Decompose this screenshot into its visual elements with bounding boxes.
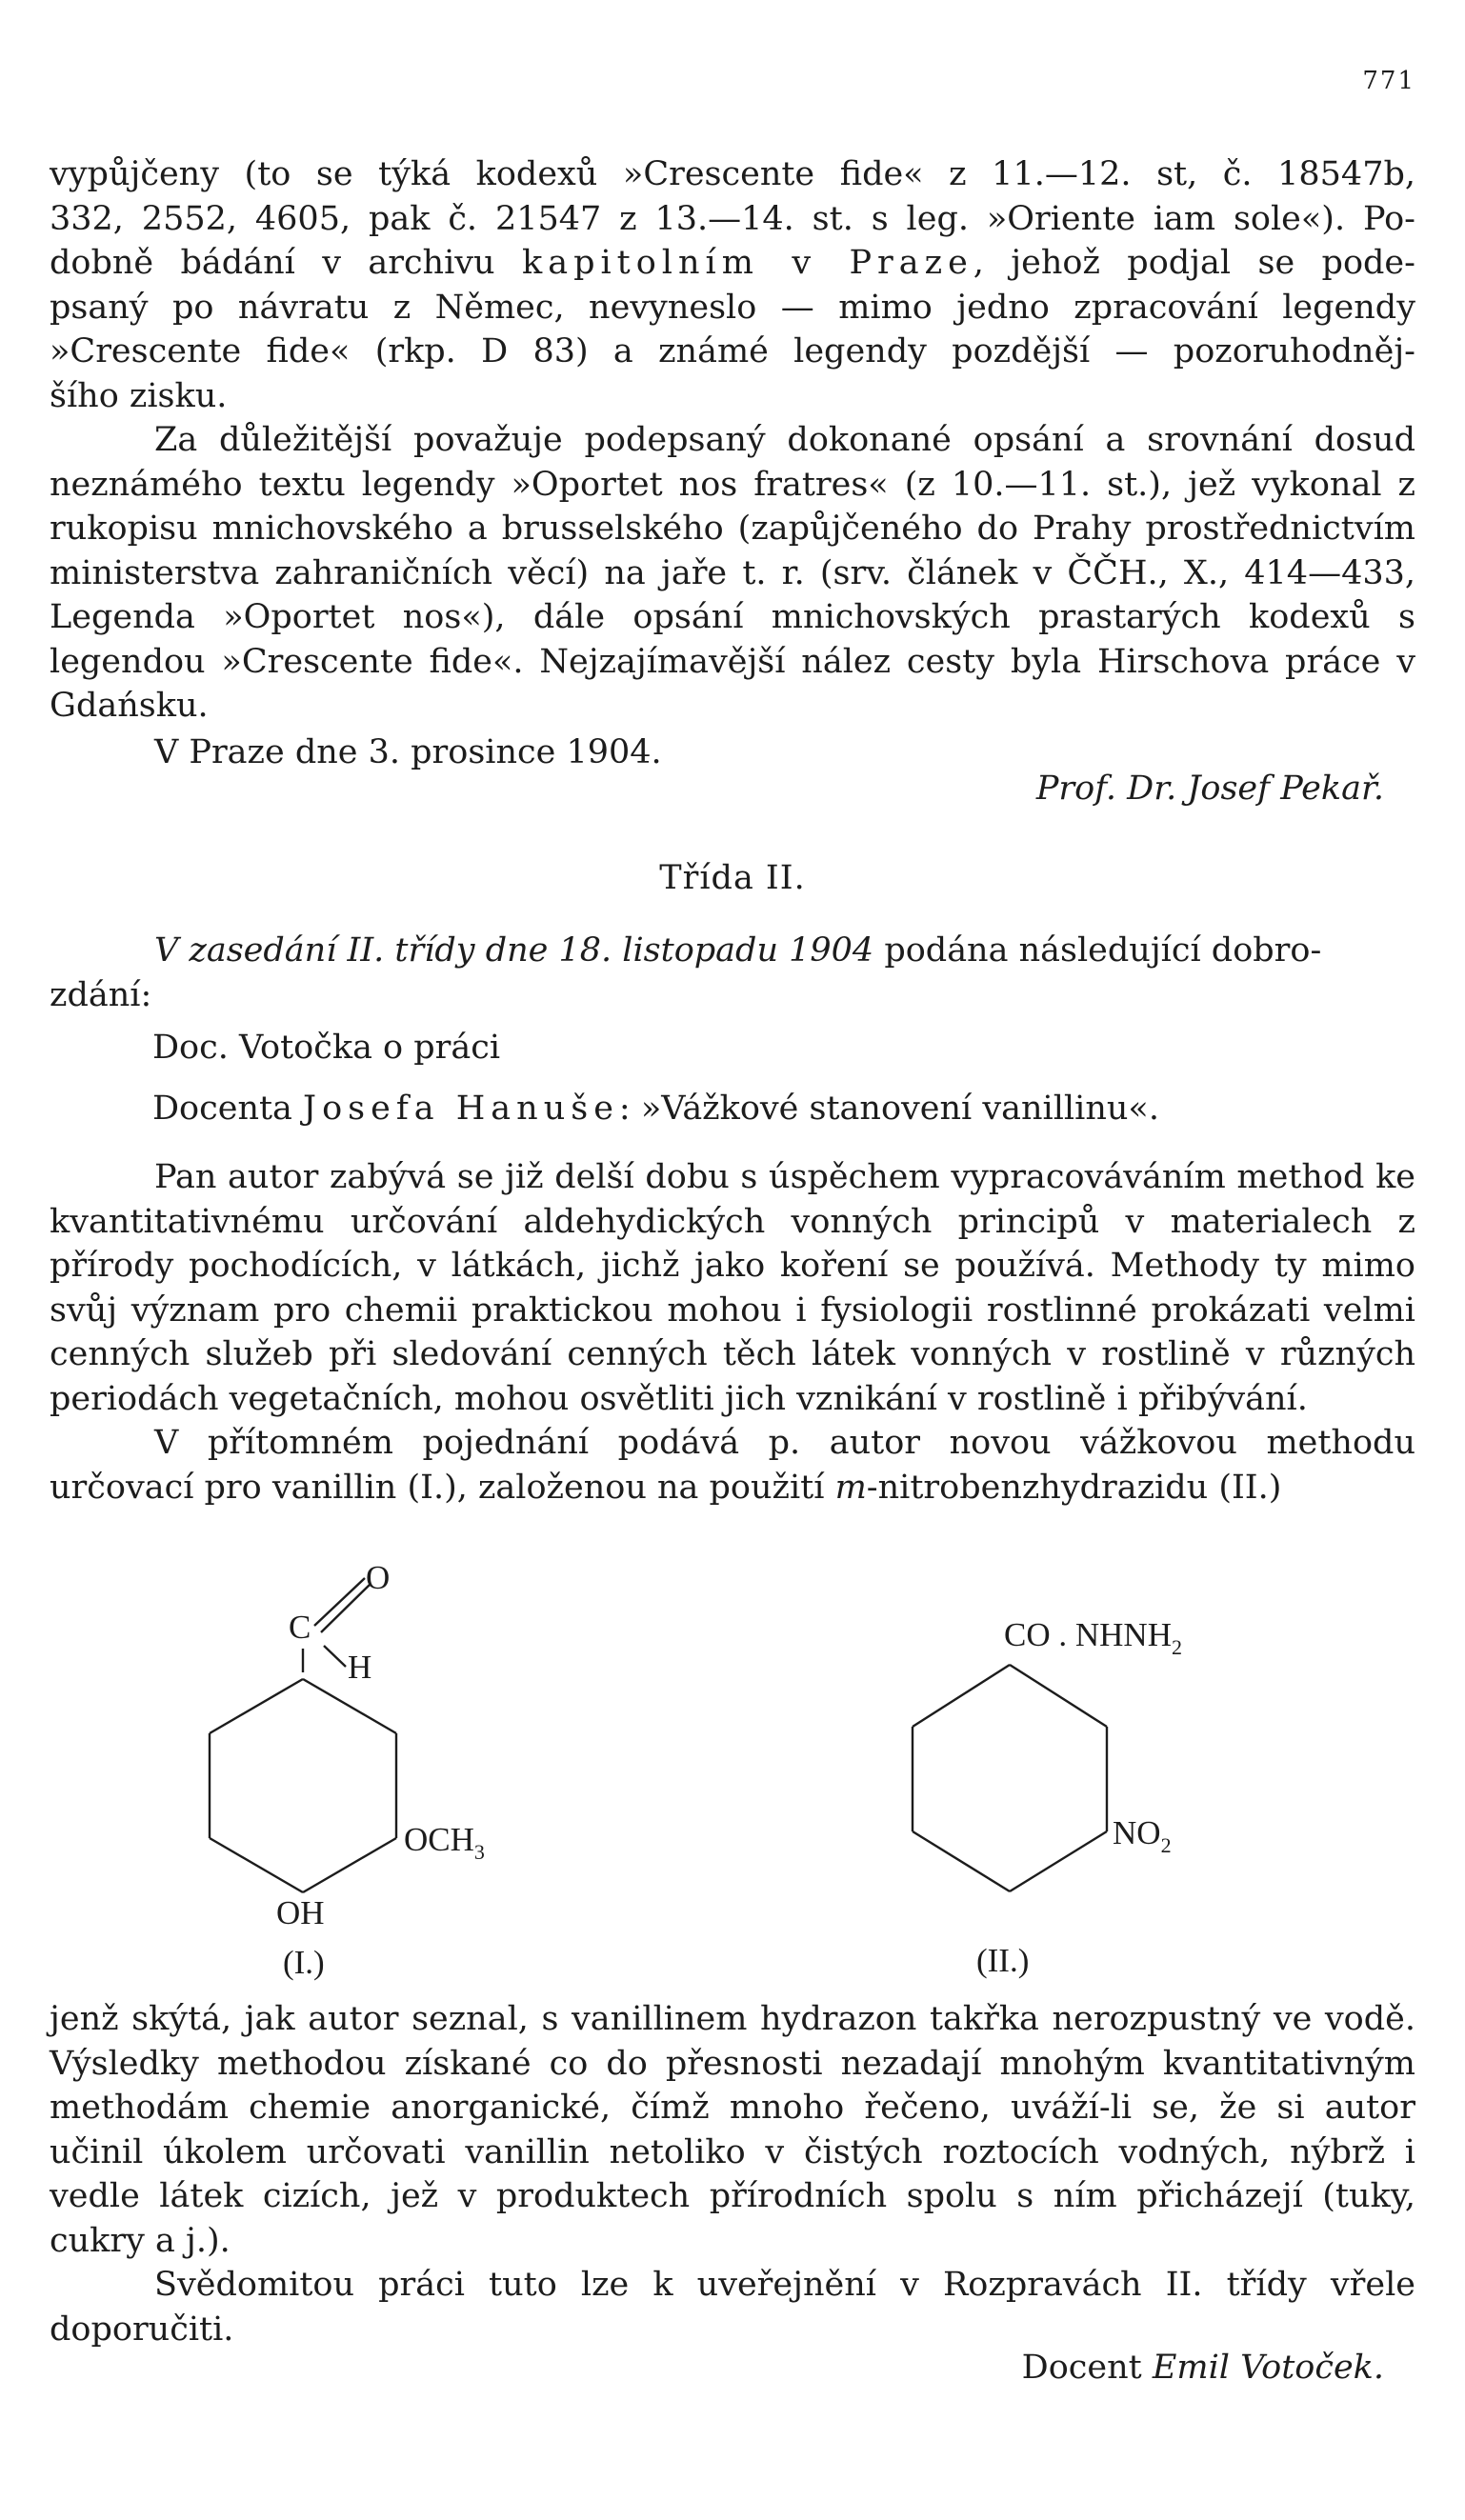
formula-nitrobenzhydrazide [913,1616,1182,1979]
formula-1-caption: (I.) [283,1944,325,1981]
formula-2-group-sub: 2 [1171,1635,1182,1659]
report-title: Doc. Votočka o práci [152,1029,501,1067]
paragraph-vanillin-after: -nitrobenzhydrazidu (II.) [866,1468,1282,1507]
session-date: V zasedání II. třídy dne 18. listopadu 1904 [154,931,874,970]
archive-name: kapitolním v Praze [522,244,973,282]
ring-1-edge-top-left [210,1679,303,1733]
formula-vanillin [210,1559,485,1981]
ring-1-edge-top-right [303,1679,396,1733]
formula-2-nitro-base: NO [1113,1814,1161,1851]
paragraph-methods: Pan autor zabývá se již delší dobu s úspěchem vypracováváním method ke kvantitativnému určování aldehydických vonných principů v materialech z přírody pochodících, v látkách, jichž jako koření se používá. Methody ty mimo svůj význam pro chemii praktickou mohou i fysiologii rostlinné prokázati velmi cenných služeb při sledování cenných těch látek vonných v rostlině v různých periodách vegetačních, mohou osvětliti jich vznikání v rostlině i přibývání. [50,1158,1415,1418]
formula-1-hydrogen: H [348,1649,372,1686]
formula-2-nitro-sub: 2 [1160,1833,1172,1857]
page-number: 771 [1362,67,1415,95]
intro-line-6: šího zisku. [50,376,228,415]
ring-1-edge-bottom-left [210,1838,303,1892]
formula-1-ch-bond [324,1646,346,1667]
class-heading: Třída II. [659,859,806,897]
intro-line-2: 332, 2552, 4605, pak č. 21547 z 13.—14. st. s leg. »Oriente iam sole«). Po- [50,199,1415,238]
formula-2-nitro [1113,1814,1172,1857]
formula-1-methoxy-sub: 3 [473,1840,485,1864]
second-paragraph: Za důležitější považuje podepsaný dokonané opsání a srovnání dosud neznámého textu legendy »Oportet nos fratres« (z 10.—11. st.), jež vykonal z rukopisu mnichovského a brusselského (zapůjčeného do Prahy prostřednictvím ministerstva zahraničních věcí) na jaře t. r. (srv. článek v ČČH., X., 414—433, Legenda »Oportet nos«), dále opsání mnichovských prastarých kodexů s legendou »Crescente fide«. Nejzajímavější nález cesty byla Hirschova práce v Gdańsku. [50,421,1415,725]
formula-1-double-bond-b [321,1584,371,1632]
second-paragraph-block [50,418,1415,774]
intro-line-4: psaný po návratu z Němec, nevyneslo — mimo jedno zpracování legendy [50,288,1415,327]
intro-line-3-before: dobně bádání v archivu [50,244,495,282]
intro-line-3-after: , jehož podjal se pode- [973,244,1415,282]
formula-1-hydroxyl: OH [276,1894,325,1931]
formula-1-methoxy [404,1821,485,1864]
formula-2-caption: (II.) [976,1942,1030,1979]
ring-2-edge-top-right [1010,1665,1107,1727]
session-line [50,929,1415,973]
session-rest: podána následující dobro- [873,931,1322,970]
paragraph-vanillin [50,1421,1415,1510]
signature-votocek-prefix: Docent [1021,2349,1153,2387]
author-name: Josefa Hanuše [303,1090,619,1128]
ring-2-edge-top-left [913,1665,1010,1727]
intro-line-5: »Crescente fide« (rkp. D 83) a známé legendy pozdější — pozoruhodněj- [50,332,1415,370]
conclusion-block [50,1997,1415,2351]
date-line: V Praze dne 3. prosince 1904. [154,732,662,771]
formula-1-carbon: C [289,1609,311,1646]
paragraph-results: jenž skýtá, jak autor seznal, s vanillinem hydrazon takřka nerozpustný ve vodě. Výsledky methodou získané co do přesnosti nezadají mnohým kvantitativným methodám chemie anorganické, čímž mnoho řečeno, uváží-li se, že si autor učinil úkolem určovati vanillin netoliko v čistých roztocích vodných, nýbrž i vedle látek cizích, jež v produktech přírodních spolu s ním přicházejí (tuky, cukry a j.). [50,2000,1415,2260]
formula-1-double-bond-a [314,1578,365,1626]
report-subject [152,1090,1159,1128]
ring-2-edge-bottom-left [913,1831,1010,1891]
formula-2-group-base: CO . NHNH [1004,1616,1172,1653]
signature-votocek [1022,2349,1384,2387]
intro-line-3 [50,241,1415,286]
session-continuation: zdání: [50,975,152,1014]
report-body [50,1155,1415,1510]
session-block [50,929,1415,1017]
paragraph-recommendation: Svědomitou práci tuto lze k uveřejnění v Rozpravách II. třídy vřele doporučiti. [50,2266,1415,2349]
signature-votocek-name: Emil Votoček. [1152,2349,1384,2387]
formula-2-group [1004,1616,1182,1659]
report-subject-suffix: : »Vážkové stanovení vanillinu«. [618,1090,1159,1128]
paragraph-vanillin-before: V přítomném pojednání podává p. autor novou vážkovou methodu určovací pro vanillin (I.), založenou na použití [50,1424,1415,1507]
intro-paragraph [50,152,1415,418]
ring-1-edge-bottom-right [303,1838,396,1892]
signature-pekar: Prof. Dr. Josef Pekař. [1035,770,1384,808]
report-subject-prefix: Docenta [152,1090,304,1128]
ring-2-edge-bottom-right [1010,1831,1107,1891]
formula-1-oxygen: O [366,1559,391,1596]
structural-formulas [0,1552,1465,1981]
intro-line-1: vypůjčeny (to se týká kodexů »Crescente fide« z 11.—12. st, č. 18547b, [50,155,1415,193]
meta-prefix: m [834,1468,867,1507]
formula-1-methoxy-base: OCH [404,1821,474,1858]
